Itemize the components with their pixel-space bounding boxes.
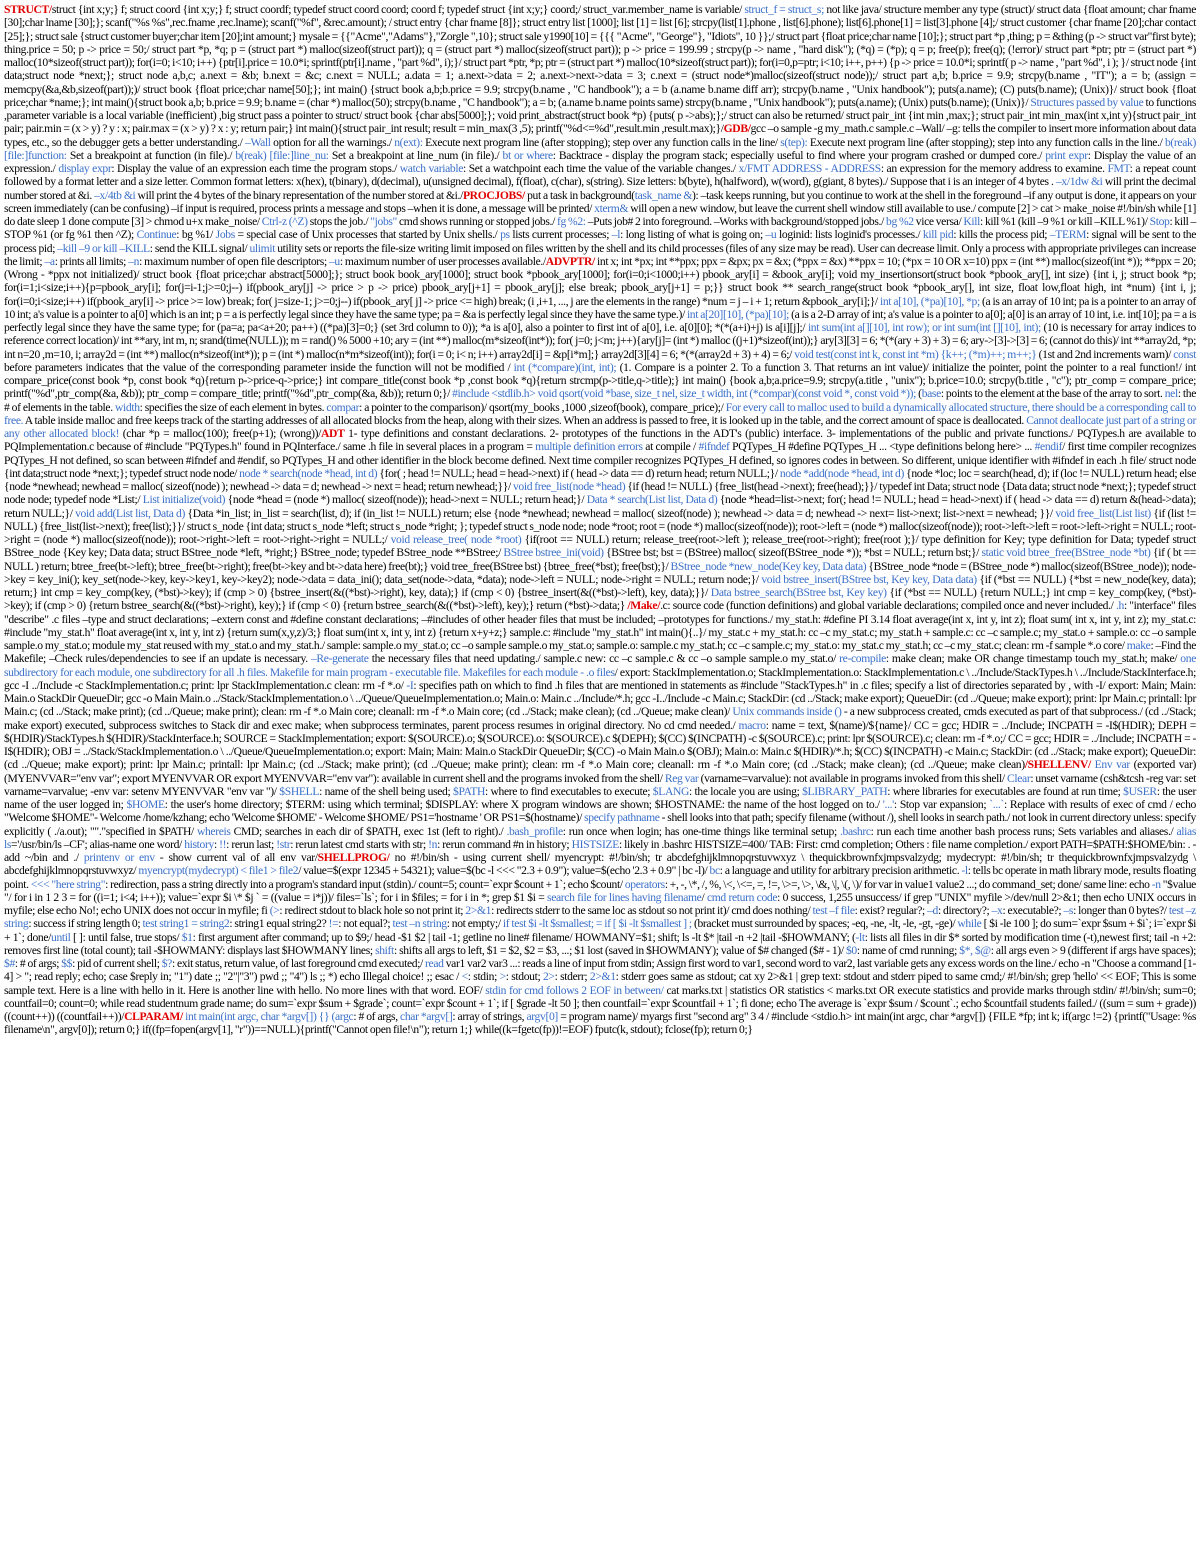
highlighted-term: (> <box>269 904 280 917</box>
highlighted-term: <<< "here string" <box>30 877 106 891</box>
note-text: [ $i -le 100 ]; do sum=`expr $sum + $i`; i=`expr $i + 1`; done/ <box>4 917 1196 944</box>
note-text: : rerun last; <box>226 837 277 851</box>
highlighted-term: if test $i -lt $smallest; = if [ $i -lt $smallest ] ; <box>502 917 692 931</box>
note-text: var1 var2 var3 ...: reads a line of input from stdin; Assign first word to var1, second word to var2, last variable gets any excess words on the line./ echo -n "Choose a command [1-4] > "; read reply; echo; case $reply in; "1") date ;; "2"|"3") pwd ;; "4") ls ;; *) echo Illegal choice! ;; esac / <box>4 957 1197 984</box>
note-text: : "interface" files "describe" .c files –type and struct declarations; –extern const and #define constant declarations; –#includes of other header files that must be included; –prototypes for functions./ my_stat.h: #define PI 3.14 float average(int x, int y, int z); float sum( int x, int y, int z); my_stat.c: #include "my_stat.h" float average(int x, int y, int z) {return sum(x,y,z)/3;} float sum(int x, int y, int z) {return x+y+z;} sample.c: #include "my_stat.h" int main(){..}/ my_stat.c + my_stat.h: cc –c my_stat.c; my_stat.h + sample.c: cc –c sample.c; my_stat.o + sample.o: cc –o sample sample.o my_stat.o; module my_stat reused with my_stat.o and my_stat.h./ sample: sample.o my_stat.o; cc –o sample sample.o my_stat.o; sample.o: sample.c my_stat.h; cc –c sample.c; my_stat.o: my_stat.c my_stat.h; cc –c my_stat.c; clean: rm -f sample *.o core/ <box>4 599 1196 652</box>
highlighted-term: one subdirectory for each module, one subdirectory for all .h files. Makefile for main program - executable file. Makefiles for each module - .o files <box>4 652 1196 679</box>
note-text: = special case of Unix processes that started by Unix shells./ <box>234 228 501 242</box>
note-text: (char *p = malloc(100); free(p+1); (wrong))/ <box>119 427 322 440</box>
note-text: : long listing of what is going on; <box>620 228 766 242</box>
highlighted-term: int main(int argc, char *argv[]) {} (argc <box>182 1010 354 1023</box>
highlighted-term: cmd return code <box>706 890 778 904</box>
highlighted-term: Clear <box>1006 771 1031 785</box>
highlighted-term: task_name & <box>634 188 693 202</box>
highlighted-term: whereis <box>196 824 231 838</box>
note-text: will print the 4 bytes of the binary representation of the number stored at &i./ <box>135 188 463 202</box>
note-text: : make clean; make OR change timestamp touch my_stat.h; make/ <box>885 652 1181 666</box>
highlighted-term: test –n string <box>392 917 447 931</box>
highlighted-term: compar <box>326 400 360 414</box>
highlighted-term: test –z string <box>4 904 1196 931</box>
note-text: : kills the process pid; <box>953 228 1050 242</box>
highlighted-term: #ifndef <box>698 440 730 454</box>
highlighted-term: argv[0] <box>526 1010 558 1023</box>
highlighted-term: node *add(node *head, int d) <box>779 466 904 480</box>
highlighted-term: bt or where <box>502 148 553 162</box>
note-text: before parameters indicates that the value of the corresponding parameter inside the function will not be modified / <box>4 360 514 374</box>
highlighted-term: Unix commands inside () <box>732 705 842 719</box>
highlighted-term: Reg var <box>664 771 699 785</box>
highlighted-term: –kill –9 or kill –KILL <box>57 241 150 255</box>
note-text: {BStree_node *node = (BStree_node *) malloc(sizeof(BStree_node)); node->key = key_ini(); key_set(node->key, key->key1, key->key2); node->data = data_ini(); data_set(node->data, *data); node->left = NULL; node->right = NULL; return node;}/ <box>4 559 1196 586</box>
note-text: : Backtrace - display the program stack; especially useful to find where your program crashed or dumped core./ <box>552 148 1046 162</box>
note-text: (varname=varvalue): not available in programs invoked from this shell/ <box>698 771 1007 785</box>
note-text: : maximum number of user processes available./ <box>339 254 546 268</box>
note-text: : run once when login; has one-time things like terminal setup; <box>562 824 840 838</box>
highlighted-term: bg %2 <box>886 215 914 228</box>
highlighted-term: Jobs <box>215 228 235 242</box>
note-text: : # of args, <box>353 1010 401 1023</box>
note-text: (a is an array of 10 int; pa is a pointer to an array of 10 int; a's value is a pointer to a[0] which is an int; p = a is perfectly legal since they have the same type; pa = &a is perfectly legal since they have the same type.)/ <box>4 294 1196 321</box>
highlighted-term: width <box>114 400 140 414</box>
section-heading: STRUCT/ <box>4 3 52 16</box>
note-text: : where to find executables to execute; <box>484 784 653 798</box>
note-text: : the user name of the user logged in; <box>4 784 1196 811</box>
highlighted-term: alias ls <box>4 824 1196 851</box>
note-text: {node *head=list->next; for(; head != NULL; head = head->next) if ( head -> data == d) return &(head->data); return NULL;}/ <box>4 493 1196 520</box>
note-text: : the user's home directory; $TERM: using which terminal; $DISPLAY: where X program windows are shown; $HOSTNAME: the name of the host logged on to./ <box>164 798 883 811</box>
note-text: : redirection, pass a string directly into a program's standard input (stdin)./ count=5; count=`expr $count + 1`; echo $count/ <box>105 877 625 891</box>
note-text: no #!/bin/sh - using current shell/ myencrypt: #!/bin/sh; tr abcdefghijklmnopqrstuvwxyz \ thequickbrownfxjmpsvalzydg; mydecrypt: #!/bin/sh; tr thequickbrownfxjmpsvalzydg \ abcdefghijklmnopqrstuvwxyz/ <box>4 851 1196 878</box>
note-text: : stdin; <box>467 970 500 984</box>
note-text: / export: StackImplementation.o; StackImplementation.o: StackImplementation.c \ ../Include/StackTypes.h \ ../Include/StackInterface.h; gcc -I ../Include -c StackImplementation.c; print: lpr StackImplementation.c clean: rm -f *.o/ <box>4 665 1196 692</box>
section-heading: PROCJOBS/ <box>462 188 525 202</box>
highlighted-term: void add(List list, Data d) <box>75 506 185 520</box>
note-text: Execute next program line (after stopping); step over any function calls in the line/ <box>422 135 781 149</box>
highlighted-term: while <box>957 917 982 931</box>
note-text: {for( ; head != NULL; head = head->next) if ( head -> data == d) return head; return NULL;}/ <box>377 466 780 480</box>
note-text: : name of the shell being used; <box>319 784 453 798</box>
note-text: : bg %1/ <box>176 228 216 242</box>
highlighted-term: -I <box>406 678 414 692</box>
highlighted-term: -lt <box>855 930 865 944</box>
note-text: (1st and 2nd increments warn)/ <box>1036 347 1174 361</box>
highlighted-term: Env var <box>1090 758 1130 772</box>
section-heading: ADVPTR/ <box>545 254 595 268</box>
highlighted-term: BStree_node *new_node(Key key, Data data) <box>670 559 867 573</box>
note-text: {if (list != NULL) {free_list(list->next); free(list);}}/ struct s_node {int data; struct s_node *left; struct s_node *right; }; typedef struct s_node node; node *root; root = (node *) malloc(sizeof(node)); root->left = (node *) malloc(sizeof(node)); root->left->left = root->left->right = NULL; root->right = (node *) malloc(sizeof(node)); root->right->left = root->right->right = NULL;/ <box>4 506 1196 546</box>
note-text: : redirect stdout to black hole so not print it; <box>279 904 466 917</box>
note-text: PQTypes_H #define PQTypes_H ... <type definitions belong here> ... <box>729 440 1035 454</box>
highlighted-term: node * search(node *head, int d) <box>239 466 378 480</box>
highlighted-term: ps <box>500 228 510 242</box>
note-text: {if ( bt == NULL ) return; btree_free(bt->left); btree_free(bt->right); free(bt->key and bt->data here) free(bt);} void tree_free(BStree bst) {btree_free(*bst); free(bst);}/ <box>4 546 1196 573</box>
note-text: : Set a watchpoint each time the value of the variable changes./ <box>463 162 739 175</box>
note-text: : rerun latest cmd starts with str; <box>290 837 429 851</box>
note-text: : all args even > 9 (different if args have spaces); <box>990 943 1196 957</box>
highlighted-term: print expr <box>1045 148 1088 162</box>
note-text: A table inside malloc and free keeps track of the starting addresses of all allocated blocks from the heap, along with their sizes. When an address is passed to free, it is looked up in the table, and the correct amount of space is deallocated. <box>23 413 1027 427</box>
note-text: not like java/ structure member any type (struct)/ struct data {float amount; char fname [30];char lname [30];}; scanf("%s %s",rec.fname ,rec.lname); scanf("%f", &rec.amount); / struct entry {char fname [8]}; struct entry list [1000]; list [1] = list [6]; strcpy(list[1].phone , list[6].phone); list[6].phone[1] = list[3].phone [4];/ struct customer {char fname [20];char contact [25];}; struct sale {struct customer buyer;char item [20];int amount;} mysale = {{"Acme","Adams"},"Zorgle ",10}; struct sale y1990[10] = {{{ "Acme", "George"}, "Idiots", 10 }};/ struct part {float price;char name [10];}; struct part *p ,thing; p = &thing (p -> struct var"first byte); thing.price = 50; p -> price = 50;/ struct part *p, *q; p = (struct part *) malloc(sizeof(struct part)); q = (struct part *) malloc(sizeof(struct part)); p -> price = 199.99 ; strcpy(p -> name , "hard disk"); (*q) = (*p); q = p; free(p); free(q); (!error)/ struct part *ptr; ptr = (struct part *) malloc(10*sizeof(struct part)); for(i=0; i<10; i++) {ptr[i].price = 10.0*i; sprintf(ptr[i].name , "part %d", i);}/ struct part *ptr, *p; ptr = (struct part *) malloc(10*sizeof(struct part)); for(i=0,p=ptr; i<10; i++, p++) {p -> price = 10.0*i; sprintf( p -> name , "part %d", i ); }/ struct node {int data;struct node *next;}; struct node a,b,c; a.next = &b; b.next = &c; c.next = NULL; a.data = 1; a.next->data = 2; a.next->next->data = 3; c.next = (struct node*)malloc(sizeof(struct node));/ struct part a,b; b.price = 9.9; strcpy(b.name , "IT"); a = b; (assign = memcpy(&a,&b,sizeof(part));)/ struct book {float price;char name[50];}; int main() {struct book a,b;b.price = 9.9; strcpy(b.name , "C handbook"); a = b (a.name b.name diff arr); strcpy(b.name , "Unix handbook"); puts(a.name); (C) puts(b.name); (Unix)}/ struct book {float price;char *name;}; int main(){struct book a,b; b.price = 9.9; b.name = (char *) malloc(50); strcpy(b.name , "C handbook"); a = b; (a.name b.name points same) strcpy(b.name , "Unix handbook"); puts(a.name); (Unix) puts(b.name); (Unix)}/ <box>4 3 1197 109</box>
note-text: (10 is necessary for array indices to reference correct location)/ int **ary, int m, n; srand(time(NULL)); m = rand() % 5000 +10; ary = (int **) malloc(m*sizeof(int*)); for( j=0; j<m; j++){ary[j]= (int *) malloc ((j+1)*sizeof(int));} ary[3][3] = 6; *(*(ary + 3) + 3) = 6; ary->[3]->[3] = 6; (cannot do this)/ int **array2d, *p; int n=20 ,m=10, i; array2d = (int **) malloc(n*sizeof(int*)); p = (int *) malloc(n*m*sizeof(int)); for(i = 0; i< n; i++) array2d[i] = &p[i*m];} array2d[3][4] = 6; *(*(array2d + 3) + 4) = 6;/ <box>4 321 1196 361</box>
highlighted-term: void free_list(node *head) <box>512 480 626 493</box>
highlighted-term: struct_f = struct_s; <box>744 3 824 16</box>
highlighted-term: display expr <box>58 162 112 175</box>
highlighted-term: 2> <box>542 970 555 984</box>
note-text: : success if string length 0; <box>28 917 143 931</box>
note-text: "$value "/ for i in 1 2 3 = for ((i=1; i<4; i++)); value=`expr $i \* $j ` = ((value = i*j))/ files=`ls`; for i in $files; = for i in *; grep $1 $i = <box>4 877 1196 904</box>
note-text: : a pointer to the comparison)/ qsort(my_books ,1000 ,sizeof(book), compare_price);/ <box>359 400 726 414</box>
note-text: / value=$(expr 12345 + 54321); value=$(bc -l <<< "2.3 + 0.9"); value=$(echo '2.3 + 0.9" | bc -l)/ <box>298 864 710 878</box>
note-text: : redirects stderr to the same loc as stdout so not print it)/ cmd does nothing/ <box>491 904 813 917</box>
note-text: : array of strings, <box>452 1010 527 1023</box>
note-text: {BStree bst; bst = (BStree) malloc( sizeof(BStree_node *)); *bst = NULL; return bst;}/ <box>603 546 982 560</box>
note-text: : maximum number of open file descriptors; <box>139 254 329 268</box>
highlighted-term: fg %2: <box>557 215 586 228</box>
highlighted-term: stdin for cmd follows 2 EOF in between/ <box>485 983 664 997</box>
highlighted-term: multiple definition errors <box>535 440 643 454</box>
note-text: cat marks.txt | statistics OR statistics < marks.txt OR execute statistics and provide marks through stdin/ #!/bin/sh; sum=0; countfail=0; count=0; while read studentnum grade name; do sum=`expr $sum + $grade`; count=`expr $count + 1`; if [ $grade -lt 50 ]; then countfail=`expr $countfail + 1`; fi done; echo The average is `expr $sum / $count`.; echo $countfail students failed./ ((sum = sum + grade)) ((count++)) ((countfail++))/ <box>4 983 1196 1023</box>
note-text: : specifies path on which to find .h files that are mentioned in statements as #include "StackTypes.h" in .c files; specify a list of directories separated by , with -I/ export: Main; Main: Main.o StackDir QueueDir; gcc -o Main Main.o ../Stack/StackImplementation.o \ ../Queue/QueueImplementation.o; Main.o: Main.c ../Include/*.h; gcc -I../Include -c Main.c; StackDir: (cd ../Stack; make export); QueueDir: (cd ../Queue; make export); print: lpr Main.c; printall: lpr Main.c; (cd ../Stack; make print); (cd ../Queue; make print); clean: rm -f *.o Main core; cleanall: rm -f *.o Main core; (cd ../Stack; make clean); (cd ../Queue; make clean)/ <box>4 678 1196 719</box>
note-text: / <box>701 890 707 904</box>
highlighted-term: –Re-generate <box>310 652 369 666</box>
note-text: vice versa/ <box>913 215 964 228</box>
note-text: : kill %1 (kill –9 %1 or kill –KILL %1)/ <box>980 215 1150 228</box>
note-text: Set a breakpoint at function (in file)./ <box>66 148 236 162</box>
highlighted-term: $PATH <box>453 784 485 798</box>
note-text: : shifts all args to left, $1 = $2, $2 = $3, ...; $1 lost (saved in $HOWMANY); value of $# changed ($# - 1)/ <box>393 943 846 957</box>
note-text: : exist? regular?; <box>854 904 928 917</box>
note-text: : directory?; <box>937 904 992 917</box>
note-text: : not equal?; <box>338 917 393 931</box>
highlighted-term: bc <box>709 864 720 878</box>
note-text: : executable?; <box>1002 904 1064 917</box>
highlighted-term: –u <box>765 228 777 242</box>
highlighted-term: 2>&1 <box>589 970 616 984</box>
highlighted-term: –Wall <box>245 135 271 149</box>
note-text: : specifies the size of each element in bytes. <box>139 400 327 414</box>
highlighted-term: n(ext): <box>394 135 423 149</box>
highlighted-term: Continue <box>136 228 177 242</box>
note-text: : signal will be sent to the process pid; <box>4 228 1197 255</box>
note-text: = program name)/ myargs first "second arg" 3 4 / #include <stdio.h> int main(int argc, char *argv[]) {FILE *fp; int k; if(argc !=2) {printf("Usage: %s filename\n", argv[0]); return 0;} if((fp=fopen(argv[1], "r"))==NULL){printf("Cannot open file!\n"); return 1;} while((k=fgetc(fp))!=EOF) fputc(k, stdout); fclose(fp); return 0;} <box>4 1010 1196 1037</box>
note-text: : where libraries for executables are found at run time; <box>887 784 1124 798</box>
highlighted-term: –n <box>128 254 140 268</box>
highlighted-term: operators <box>624 877 665 891</box>
note-text: : an expression for the memory address to examine. <box>880 162 1108 175</box>
section-heading: SHELLPROG/ <box>317 851 390 864</box>
note-text: : likely in .bashrc HISTSIZE=400/ TAB: First: cmd completion; Others : file name completion./ export PATH=$PATH:$HOME/bin: . - add ~/bin and ./ <box>4 837 1196 864</box>
note-text: : longer than 0 bytes?/ <box>1073 904 1169 917</box>
note-text: : stderr goes same as stdout; cat xy 2>&1 | grep text: stdout and stderr piped to same cmd;/ #!/bin/sh; grep 'hello' << EOF; This is some sample text. Here is a line with hello in it. Here is another line with hello. No more lines with that word. EOF/ <box>4 970 1197 997</box>
highlighted-term: myencrypt(mydecrypt) < file1 > file2 <box>138 864 299 878</box>
highlighted-term: $USER <box>1123 784 1157 798</box>
highlighted-term: make <box>1126 639 1151 652</box>
note-text: at compile / <box>642 440 699 454</box>
note-text: : unset varname (csh&tcsh -reg var: set varname=varvalue; -env var: setenv MYENVVAR "env var ")/ <box>4 771 1196 798</box>
highlighted-term: !str <box>276 837 291 851</box>
note-text: int x; int *px; int **ppx; ppx = &px; px = &x; (*ppx = &x) **ppx = 10; (*px = 10 OR x=10) ppx = (int **) malloc(sizeof(int *)); **ppx = 20; (Wrong - *ppx not initialized)/ struct book {float price;char abstract[5000];}; struct book book_ary[1000]; struct book *pbook_ary[1000]; for(i=0;i<1000;i++) pbook_ary[i] = &book_ary[i]; void my_insertionsort(struct book *pbook_ary[], int size) {int i, j; struct book *p; for(i=1;i<size;i++){p=pbook_ary[i]; for(j=i-1;j>=0;j--) if(pbook_ary[j] -> price > p -> price) pbook_ary[j+1] = pbook_ary[j]; else break; pbook_ary[j+1] = p;}} struct book ** search_range(struct book *pbook_ary[], int size, float low,float high, int *num) {int i, j; for(i=0;i<size;i++) if(pbook_ary[i] -> price >= low) break; for( j=size-1; j>=0;j--) if(pbook_ary[ j] -> price <= high) break; (i ,i+1, ..., j are the elements in the range) *num = j – i + 1; return &pbook_ary[i];}/ <box>4 254 1196 308</box>
highlighted-term: ulimit <box>249 241 276 255</box>
note-text: gcc –o sample -g my_math.c sample.c –Wall/ –g: tells the compiler to insert more information about data types, etc., so the debugger gets a better understanding./ <box>4 122 1196 149</box>
highlighted-term: > <box>499 970 506 984</box>
highlighted-term: Cannot deallocate just part of a string or any other allocated block! <box>4 413 1197 440</box>
note-text: : –Find the Makefile; –Check rules/dependencies to see if an update is necessary. <box>4 639 1196 666</box>
note-text: –Puts job# 2 into foreground. –Works with background/stopped jobs./ <box>585 215 887 228</box>
highlighted-term: void test(const int k, const int *m) {k++; (*m)++; m++;} <box>794 347 1037 361</box>
note-text: : points to the element at the base of the array to sort. <box>940 387 1165 401</box>
highlighted-term: .bash_profile <box>506 824 563 838</box>
note-text: : string1 equal string2? <box>229 917 329 931</box>
highlighted-term: int a[20][10], (*pa)[10]; <box>686 307 790 321</box>
highlighted-term: $# <box>4 957 15 970</box>
note-text: {if (*bst == NULL) {*bst = new_node(key, data); return;} int cmp = key_comp(key, (*bst)->key); if (cmp > 0) {bstree_insert(&((*bst)->right), key, data);} if (cmp < 0) {bstree_insert(&((*bst)->left), key, data);}}/ <box>4 572 1196 599</box>
note-text: utility sets or reports the file-size writing limit imposed on files written by the shell and its child processes (files of any size may be read). User can decrease limit. Only a process with appropriate privileges can increase the limit; <box>4 241 1196 268</box>
highlighted-term: kill pid <box>922 228 954 242</box>
note-text: (1. Compare is a pointer 2. To a function 3. That returns an int value)/ initialize the pointer, point the pointer to a real function!/ int compare_price(const book *p, const book *q){return p->price-q->price;} int compare_title(const book *p ,const book *q){return strcmp(p->title,q->title);} int main() {book a,b;a.price=9.9; strcpy(a.title , "unix"); b.price=10.0; strcpy(b.title , "c"); ptr_comp = compare_price; printf("%d",ptr_comp(&a, &b)); ptr_comp = compare_title; printf("%d",ptr_comp(&a, &b)); return 0;}/ <box>4 360 1196 401</box>
note-text: 1- type definitions and constant declarations. 2- prototypes of the functions in the ADT's (public) interface. 3- implementations of the public and private functions./ PQTypes.h are available to PQImplementation.c because of #include "PQTypes.h" found in PQInterface./ same .h file in several places in a program = <box>4 427 1196 454</box>
note-text: - show current val of all env var/ <box>154 851 318 864</box>
highlighted-term: #include <stdlib.h> void qsort(void *base, size_t nel, size_t width, int (*compar)(const void *, const void *)); <box>452 387 917 401</box>
highlighted-term: b(reak) [file:]line_nu: <box>235 148 329 162</box>
note-text: {node *head = (node *) malloc( sizeof(node)); head->next = NULL; return head;}/ <box>225 493 587 507</box>
highlighted-term: $SHELL <box>279 784 320 798</box>
note-text: - a new subprocess created, cmds executed as part of that subprocess./ (cd ../Stack; make export) executed, subprocess switches to Stack dir and exec make; when subprocess terminates, parent process resumes in original directory. No cd cmd needed./ <box>4 705 1196 732</box>
highlighted-term: $LANG <box>652 784 690 798</box>
highlighted-term: For every call to malloc used to build a dynamically allocated structure, there should be a corresponding call to free. <box>4 400 1196 427</box>
highlighted-term: watch variable <box>399 162 464 175</box>
note-text: : stdout; <box>505 970 543 984</box>
highlighted-term: int a[10], (*pa)[10], *p; <box>879 294 980 308</box>
section-heading: /SHELLENV/ <box>1024 758 1091 772</box>
highlighted-term: $HOME <box>126 798 165 811</box>
highlighted-term: –l <box>611 228 621 242</box>
note-text: will print the decimal number stored at &i. <box>4 175 1196 202</box>
note-text: (bracket must surrounded by spaces; -eq, -ne, -lt, -le, -gt, -ge)/ <box>691 917 958 931</box>
highlighted-term: !n <box>428 837 438 851</box>
note-text: {node *loc; loc = search(head, d); if (loc != NULL) return head; else {node *newhead; newhead = malloc( sizeof(node) ); newhead -> data = d; newhead -> next = head; return newhead;}}/ <box>4 466 1197 493</box>
highlighted-term: shift <box>375 943 394 957</box>
note-text: : +, -, \*, /, %, \<, \<=, =, !=, \>=, \>, \&, \|, \(, \)/ for var in value1 value2 ...; do command_set; done/ same line: echo <box>664 877 1152 891</box>
highlighted-term: 2>&1 <box>465 904 492 917</box>
highlighted-term: until <box>51 930 71 944</box>
note-text: : the # of elements in the table. <box>4 387 1196 414</box>
note-text: : send the KILL signal/ <box>149 241 250 255</box>
note-text: : lists all files in dir $* sorted by modification time (-t),newest first; tail -n +2: removes first line (total count); tail -$HOWMANY: displays last $HOWMANY lines; <box>4 930 1196 957</box>
highlighted-term: "jobs" <box>370 215 397 228</box>
highlighted-term: int (*compare)(int, int); <box>513 360 617 374</box>
note-text: {if(root == NULL) return; release_tree(root->left ); release_tree(root->right); free(root );}/ type definition for Key; type definition for Data; typedef struct BStree_node {Key key; Data data; struct BStree_node *left, *right;} BStree_node; typedef BStree_node **BStree;/ <box>4 533 1196 560</box>
highlighted-term: Ctrl-z (^Z) <box>261 215 308 228</box>
note-text: : a repeat count followed by a format letter and a size letter. Common format letters: x(hex), t(binary), d(decimal), u(unsigned decimal), f(float), c(char), s(string). Size letters: b(byte), h(halfword), w(word), g(giant, 8 bytes)./ Suppose that i is an integer of 4 bytes . <box>4 162 1196 189</box>
note-text: to functions ,parameter variable is a local variable (inefficient) ,big struct pass a pointer to struct/ struct book {char abs[5000];}; void print_abstract(struct book *p) {puts( p ->abs);};/ struct can also be returned/ struct pair_int {int min ,max;}; struct pair_int min_max(int x,int y){struct pair_int pair; pair.min = (x > y) ? y : x; pair.max = (x > y) ? x : y; return pair;} int main(){struct pair_int result; result = min_max(3 ,5); printf("%d<=%d",result.min ,result.max);}/ <box>4 95 1196 136</box>
highlighted-term: nel <box>1164 387 1178 401</box>
highlighted-term: specify pathname <box>584 811 660 825</box>
note-text: {if (*bst == NULL) {return NULL;} int cmp = key_comp(key, (*bst)->key); if (cmp > 0) {return bstree_search(&((*bst)->right), key);} if (cmp < 0) {return bstree_search(&((*bst)->left), key);} return (*bst)->data;} <box>4 586 1196 613</box>
highlighted-term: test string1 = string2 <box>142 917 230 931</box>
highlighted-term: '...' <box>882 798 894 811</box>
note-text: : stderr; <box>554 970 590 984</box>
highlighted-term: $? <box>161 957 172 970</box>
highlighted-term: != <box>328 917 339 931</box>
note-text: {Data *in_list; in_list = search(list, d); if (in_list != NULL) return; else {node *newhead; newhead = malloc( sizeof(node) ); newhead -> data = d; newhead -> next= list->next; list->next = newhead; }}/ <box>184 506 1056 520</box>
highlighted-term: $1 <box>181 930 193 944</box>
highlighted-term: .bashrc <box>839 824 871 838</box>
note-text: put a task in background( <box>524 188 635 202</box>
highlighted-term: re-compile <box>839 652 886 666</box>
note-text: {if (head != NULL) {free_list(head ->next); free(head);}}/ typedef int Data; struct node {Data data; struct node *next;}; typedef struct node node; typedef node *List;/ <box>4 480 1196 507</box>
note-text: CMD; searches in each dir of $PATH, exec 1st (left to right)./ <box>230 824 507 838</box>
note-text: will open a new window, but leave the current shell window still available to use./ compute [2] > cat > make_noise #!/bin/sh while [1] do date sleep 1 done compute [3] > chmod u+x make_noise/ <box>4 201 1196 228</box>
highlighted-term: $$ <box>61 957 73 970</box>
highlighted-term: const <box>1173 347 1196 361</box>
note-text: : <box>213 837 220 851</box>
highlighted-term: List initialize(void) <box>142 493 226 507</box>
section-heading: GDB/ <box>723 122 751 136</box>
note-text: ='/usr/bin/ls –CF'; alias-name one word/ <box>11 837 185 851</box>
section-heading: /Make/ <box>627 599 661 613</box>
highlighted-term: void free_list(List list) <box>1055 506 1151 520</box>
highlighted-term: static void btree_free(BStree_node *bt) <box>981 546 1151 560</box>
note-text: : not empty;/ <box>446 917 503 931</box>
note-text: Execute next program line (after stopping); step into any function calls in the line./ <box>807 135 1165 149</box>
highlighted-term: search file for lines having filename <box>547 890 702 904</box>
highlighted-term: –x/1dw &i <box>1055 175 1103 189</box>
highlighted-term: char *argv[] <box>400 1010 453 1023</box>
note-text: : name of cmd running; <box>856 943 960 957</box>
highlighted-term: Structures passed by value <box>1030 95 1144 109</box>
note-text: option for all the warnings./ <box>270 135 395 149</box>
highlighted-term: x/FMT ADDRESS - ADDRESS <box>738 162 881 175</box>
note-text: : Display the value of an expression./ <box>4 148 1196 175</box>
highlighted-term: –a <box>44 254 55 268</box>
highlighted-term: printenv or env <box>83 851 155 864</box>
note-text: - shell looks into that path; specify filename (without /), shell looks in search path./ not look in current directory unless: specify explicitly ( ./a.out); ""."specified in $PATH/ <box>4 811 1196 838</box>
note-text: : rerun command #n in history; <box>437 837 572 851</box>
note-text: ( <box>916 387 922 401</box>
note-text: : name = text, $(name)/${name}/ CC = gcc; HDIR = ../Include; INCPATH = -I$(HDIR); DEPH = $(HDIR)/StackTypes.h $(HDIR)/StackInterface.h; SOURCE = StackImplementation; export: $(SOURCE).o; $(SOURCE).o: $(SOURCE).c $(DEPH); $(CC) $(INCPATH) -c $(SOURCE).c; print: lpr $(SOURCE).c; clean: rm -f *.o;/ CC = gcc; HDIR = ../Include; INCPATH = -I$(HDIR); OBJ = ../Stack/StackImplementation.o \ ../Queue/QueueImplementation.o; export: Main; Main: Main.o StackDir QueueDir; $(CC) -o Main Main.o $(OBJ); Main.o: Main.c $(HDIR)/*.h; $(CC) $(INCPATH) -c Main.c; StackDir: (cd ../Stack; make export); QueueDir: (cd ../Queue; make export); print: lpr Main.c; printall: lpr Main.c; (cd ../Stack; make print); (cd ../Queue; make print); clean: rm -f *.o Main core; cleanall: rm -f *.o Main core; (cd ../Stack; make clean); (cd ../Queue; make clean) <box>4 718 1196 772</box>
highlighted-term: Stop <box>1149 215 1170 228</box>
note-text: stops the job./ <box>307 215 371 228</box>
note-text: lists current processes; <box>509 228 612 242</box>
highlighted-term: read <box>425 957 444 970</box>
highlighted-term: $0 <box>845 943 857 957</box>
highlighted-term: < <box>461 970 468 984</box>
note-text: (exported var) (MYENVVAR="env var"; export MYENVVAR OR export MYENVVAR="env var"): available in current shell and the programs invoked from the shell/ <box>4 758 1196 785</box>
highlighted-term: #endif <box>1034 440 1063 454</box>
highlighted-term: –x/4tb &i <box>94 188 136 202</box>
section-heading: ADT <box>321 427 345 440</box>
highlighted-term: HISTSIZE <box>571 837 619 851</box>
highlighted-term: test –f file <box>812 904 855 917</box>
note-text: : exit status, return value, of last foreground cmd executed;/ <box>171 957 426 970</box>
note-text: : run each time another bash process runs; Sets variables and aliases./ <box>870 824 1177 838</box>
note-text: / first time compiler recognizes PQTypes_H not defined, so scan between #ifndef and #endif, so PQTypes_H and other identifier in the block become defined. Next time compiler recognizes PQTypes_H defined, so ignores codes in between. So different, unique identifier with #ifndef in each .h file/ struct node {int data;struct node *next;}; typedef struct node node/ <box>4 440 1196 480</box>
note-text: : the locale you are using; <box>689 784 803 798</box>
highlighted-term: !! <box>219 837 227 851</box>
note-text: : kill –STOP %1 (or fg %1 then ^Z); <box>4 215 1196 242</box>
highlighted-term: s(tep): <box>780 135 808 149</box>
note-text: cmd shows running or stopped jobs./ <box>396 215 558 228</box>
highlighted-term: .h <box>1115 599 1124 613</box>
highlighted-term: –TERM <box>1049 228 1087 242</box>
highlighted-term: xterm& <box>594 201 629 215</box>
highlighted-term: Data * search(List list, Data d) <box>586 493 718 507</box>
highlighted-term: void release_tree( node *root) <box>390 533 522 546</box>
highlighted-term: b(reak) [file:]function: <box>4 135 1196 162</box>
highlighted-term: –x <box>991 904 1003 917</box>
section-heading: CLPARAM/ <box>124 1010 183 1023</box>
note-text: : 0 success, 1,255 unsuccess/ if grep "UNIX" myfile >/dev/null 2>&1; then echo UNIX occurs in myfile; else echo No!; echo UNIX does not occur in myfile; fi <box>4 890 1197 917</box>
note-text: loginid: lists loginid's processes./ <box>776 228 923 242</box>
note-text: : # of args; <box>14 957 62 970</box>
note-text: : Stop var expansion; <box>893 798 990 811</box>
highlighted-term: $LIBRARY_PATH <box>802 784 888 798</box>
highlighted-term: –d <box>927 904 938 917</box>
highlighted-term: base <box>921 387 941 401</box>
highlighted-term: BStree bstree_ini(void) <box>503 546 604 560</box>
highlighted-term: `...` <box>989 798 1004 811</box>
highlighted-term: -n <box>1151 877 1161 891</box>
note-text: ): –task keeps running, but you continue to work at the shell in the foreground –if any output is done, it appears on your screen immediately (can be confusing) –if input is required, process prints a message and stops –when it is done, a message will be printed/ <box>4 188 1196 215</box>
note-text: : a language and utility for arbitrary precision arithmetic. <box>719 864 962 878</box>
highlighted-term: –s <box>1063 904 1074 917</box>
note-text: .c: source code (function definitions) and global variable declarations; compiled once and never included./ <box>660 599 1116 613</box>
highlighted-term: Kill <box>963 215 981 228</box>
note-text: : Display the value of an expression each time the program stops./ <box>111 162 400 175</box>
note-text: Set a breakpoint at line_num (in file)./ <box>328 148 503 162</box>
highlighted-term: history <box>184 837 214 851</box>
note-text: (a is a 2-D array of int; a's value is a pointer to a[0]; a[0] is an array of 10 int, i.e. int[10]; pa = a is perfectly legal since they have the same type; for (pa=a; pa<a+20; pa++) ((*pa)[3]=0;} (set 3rd column to 0)); *a is a[0], also a pointer to first int of a[0], i.e. a[0][0]; *(*(a+i)+j) is a[i][j];/ <box>4 307 1196 334</box>
note-text: : pid of current shell; <box>72 957 162 970</box>
highlighted-term: -l <box>961 864 968 878</box>
highlighted-term: Data bstree_search(BStree bst, Key key) <box>710 586 887 599</box>
highlighted-term: void bstree_insert(BStree bst, Key key, Data data) <box>761 572 977 586</box>
note-text: : Replace with results of exec of cmd / echo "Welcome $HOME"- Welcome /home/kzhang; echo 'Welcome $HOME' - Welcome $HOME/ PS1='hostname ' OR PS1=$(hostname)/ <box>4 798 1196 825</box>
highlighted-term: –u <box>328 254 340 268</box>
note-text: : prints all limits; <box>54 254 129 268</box>
note-text: [ ]: until false, true stops/ <box>70 930 182 944</box>
note-text: : first argument after command; up to $9;/ head -$1 $2 | tail -1; getline no line# filename/ HOWMANY=$1; shift; ls -lt $* |tail -n +2 |tail -$HOWMANY; ( <box>192 930 856 944</box>
note-text: the necessary files that need updating./ sample.c new: cc –c sample.c & cc –o sample sample.o my_stat.o/ <box>368 652 840 666</box>
note-text: : tells bc operate in math library mode, results floating point. <box>4 864 1196 891</box>
highlighted-term: int sum(int a[][10], int row); or int sum(int [][10], int); <box>807 321 1041 334</box>
highlighted-term: $*, $@ <box>959 943 991 957</box>
highlighted-term: FMT <box>1107 162 1130 175</box>
note-text: struct {int x;y;} f; struct coord {int x;y;} f; struct coordf; typedef struct coord coord; coord f; typedef struct {int x;y;} coord;/ struct_var.member_name is variable/ <box>51 3 745 16</box>
highlighted-term: macro <box>738 718 766 732</box>
